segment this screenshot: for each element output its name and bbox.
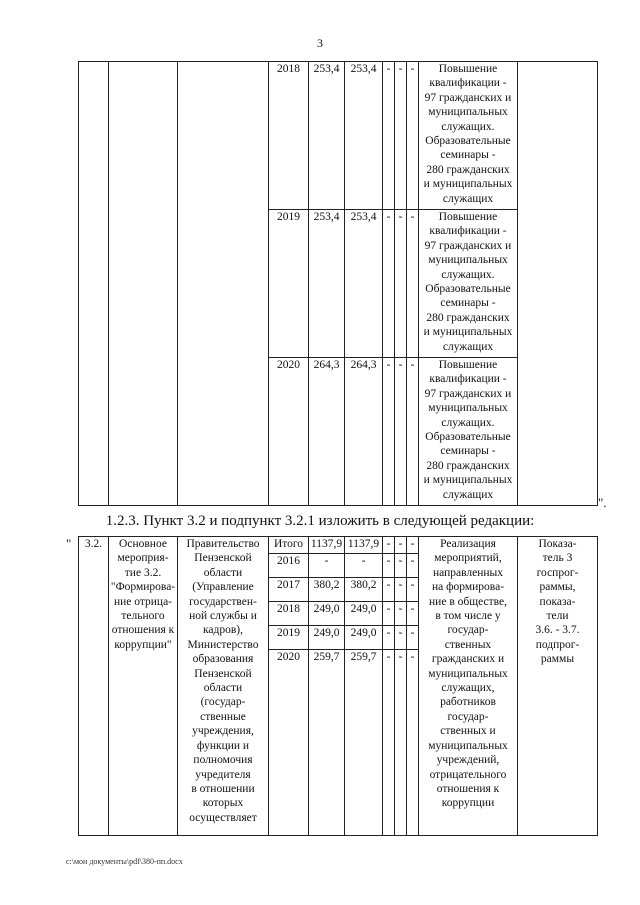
executor-cell-line: в отношении <box>191 782 255 795</box>
result-cell-line: отношения к <box>436 782 500 795</box>
result-cell-line: семинары - <box>440 445 496 458</box>
dash-cell: - <box>407 602 419 626</box>
total-cell: 253,4 <box>309 210 345 358</box>
result-cell-line: и муниципальных <box>423 474 513 487</box>
result-cell-line: служащих. <box>441 120 495 133</box>
budget-cell: 253,4 <box>345 210 383 358</box>
closing-quote-mark: ". <box>598 495 607 510</box>
dash-cell: - <box>395 62 407 210</box>
name-cell-line: мероприя- <box>117 552 169 565</box>
year-cell: 2018 <box>269 62 309 210</box>
result-cell-line: мероприятий, <box>434 552 502 565</box>
dash-cell: - <box>407 578 419 602</box>
executor-cell-line: государствен- <box>189 595 257 608</box>
indicator-cell-line: Показа- <box>538 538 577 550</box>
indicator-cell-line: показа- <box>539 595 576 608</box>
executor-cell-line: Пензенской <box>194 667 252 680</box>
result-cell-line: учреждений, <box>436 754 500 767</box>
dash-cell: - <box>383 578 395 602</box>
result-cell-line: на формирова- <box>431 581 505 594</box>
executor-cell-line: осуществляет <box>189 811 257 824</box>
total-cell: - <box>309 554 345 578</box>
result-cell-line: направленных <box>432 566 504 579</box>
executor-cell-line: Пензенской <box>194 552 252 565</box>
indicator-cell-line: раммы, <box>539 581 576 594</box>
result-cell-line: муниципальных <box>428 739 508 752</box>
result-cell-line: муниципальных <box>428 402 508 415</box>
executor-cell-line: которых <box>202 797 244 810</box>
executor-cell-line: области <box>203 682 243 695</box>
result-cell-line: ственных и <box>440 725 496 738</box>
executor-cell-line: Правительство <box>186 538 260 550</box>
budget-cell: 249,0 <box>345 626 383 650</box>
dash-cell: - <box>383 62 395 210</box>
total-cell: 264,3 <box>309 358 345 506</box>
result-cell-line: служащих. <box>441 268 495 281</box>
indicator-cell-line: раммы <box>540 653 575 666</box>
executor-cell-line: Министерство <box>187 638 259 651</box>
num-cell <box>79 62 109 506</box>
total-cell: 249,0 <box>309 602 345 626</box>
dash-cell: - <box>395 537 407 554</box>
result-cell-line: квалификации - <box>429 225 507 238</box>
result-cell-line: 97 гражданских и <box>424 239 512 252</box>
result-cell-line: 280 гражданских <box>426 163 510 176</box>
dash-cell: - <box>383 626 395 650</box>
name-cell-line: тельного <box>121 610 165 623</box>
dash-cell: - <box>383 358 395 506</box>
executor-cell-line: полномочия <box>193 754 253 767</box>
budget-cell: 249,0 <box>345 602 383 626</box>
budget-cell: 264,3 <box>345 358 383 506</box>
result-cell-line: служащих. <box>441 416 495 429</box>
result-cell-line: 280 гражданских <box>426 459 510 472</box>
page-number: 3 <box>317 36 323 50</box>
result-cell-line: служащих <box>442 488 494 501</box>
dash-cell: - <box>395 554 407 578</box>
result-cell-line: и муниципальных <box>423 326 513 339</box>
budget-cell: 380,2 <box>345 578 383 602</box>
result-cell-line: служащих <box>442 192 494 205</box>
result-cell-line: Повышение <box>438 359 498 371</box>
result-cell-line: муниципальных <box>428 254 508 267</box>
result-cell-line: 97 гражданских и <box>424 387 512 400</box>
result-cell-line: 280 гражданских <box>426 311 510 324</box>
year-cell: 2018 <box>269 602 309 626</box>
dash-cell: - <box>395 650 407 836</box>
total-cell: 253,4 <box>309 62 345 210</box>
executor-cell-line: (Управление <box>192 581 254 594</box>
result-cell-line: Образовательные <box>425 283 511 296</box>
year-cell: Итого <box>269 537 309 554</box>
num-cell: 3.2. <box>79 537 109 836</box>
result-cell-line: государ- <box>447 624 489 637</box>
result-cell-line: муниципальных <box>428 667 508 680</box>
name-cell <box>109 62 178 506</box>
executor-cell <box>178 62 269 506</box>
result-cell-line: отрицательного <box>429 768 507 781</box>
result-cell <box>419 62 518 210</box>
table-row <box>79 62 598 210</box>
executor-cell-line: учреждения, <box>192 725 254 738</box>
footer-file-path: c:\мои документы\pdf\380-пп.docx <box>66 857 183 866</box>
name-cell-line: коррупции" <box>114 638 172 651</box>
result-cell-line: ние в обществе, <box>429 595 507 608</box>
executor-cell-line: области <box>203 566 243 579</box>
event-table <box>78 536 598 836</box>
indicator-cell <box>518 62 598 506</box>
indicator-cell-line: тели <box>546 610 569 623</box>
year-cell: 2020 <box>269 650 309 836</box>
dash-cell: - <box>407 210 419 358</box>
dash-cell: - <box>383 537 395 554</box>
indicator-cell-line: 3.6. - 3.7. <box>535 624 580 637</box>
budget-cell: 259,7 <box>345 650 383 836</box>
dash-cell: - <box>407 650 419 836</box>
dash-cell: - <box>383 650 395 836</box>
indicator-cell <box>518 537 598 836</box>
executor-cell-line: ной службы и <box>189 610 257 623</box>
indicator-cell-line: тель 3 <box>542 552 573 565</box>
dash-cell: - <box>383 210 395 358</box>
result-cell-line: Реализация <box>440 538 496 550</box>
year-cell: 2019 <box>269 626 309 650</box>
name-cell-line: отношения к <box>111 624 175 637</box>
executor-cell <box>178 537 269 836</box>
executor-cell-line: учредителя <box>195 768 251 781</box>
opening-quote-mark: " <box>66 536 72 551</box>
result-cell <box>419 537 518 836</box>
name-cell-line: ние отрица- <box>113 595 173 608</box>
result-cell <box>419 210 518 358</box>
name-cell-line: Основное <box>119 538 167 550</box>
executor-cell-line: функции и <box>196 739 250 752</box>
table-row <box>79 537 598 554</box>
result-cell-line: служащих <box>442 340 494 353</box>
executor-cell-line: ственные <box>200 710 246 723</box>
dash-cell: - <box>407 554 419 578</box>
dash-cell: - <box>383 602 395 626</box>
name-cell <box>109 537 178 836</box>
result-cell-line: Образовательные <box>425 135 511 148</box>
result-cell-line: 97 гражданских и <box>424 91 512 104</box>
result-cell-line: семинары - <box>440 297 496 310</box>
year-cell: 2016 <box>269 554 309 578</box>
indicator-cell-line: подпрог- <box>535 638 580 651</box>
result-cell-line: муниципальных <box>428 106 508 119</box>
executor-cell-line: кадров), <box>202 624 243 637</box>
result-cell-line: работников <box>440 696 496 709</box>
budget-cell: 1137,9 <box>345 537 383 554</box>
result-cell-line: Образовательные <box>425 431 511 444</box>
result-cell-line: коррупции <box>441 797 495 810</box>
dash-cell: - <box>395 626 407 650</box>
result-cell-line: квалификации - <box>429 77 507 90</box>
name-cell-line: тие 3.2. <box>124 566 162 579</box>
result-cell-line: государ- <box>447 710 489 723</box>
dash-cell: - <box>395 578 407 602</box>
result-cell-line: в том числе у <box>435 610 501 623</box>
dash-cell: - <box>383 554 395 578</box>
section-heading: 1.2.3. Пункт 3.2 и подпункт 3.2.1 изложить в следующей редакции: <box>105 513 535 529</box>
year-cell: 2020 <box>269 358 309 506</box>
result-cell-line: Повышение <box>438 211 498 223</box>
total-cell: 249,0 <box>309 626 345 650</box>
dash-cell: - <box>407 62 419 210</box>
result-cell-line: гражданских и <box>431 653 505 666</box>
result-cell-line: ственных <box>444 638 492 651</box>
continuation-table <box>78 61 598 506</box>
result-cell-line: и муниципальных <box>423 178 513 191</box>
name-cell-line: "Формирова- <box>110 581 176 594</box>
result-cell-line: квалификации - <box>429 373 507 386</box>
total-cell: 259,7 <box>309 650 345 836</box>
result-cell-line: семинары - <box>440 149 496 162</box>
year-cell: 2019 <box>269 210 309 358</box>
budget-cell: 253,4 <box>345 62 383 210</box>
dash-cell: - <box>407 358 419 506</box>
result-cell-line: служащих, <box>441 682 495 695</box>
budget-cell: - <box>345 554 383 578</box>
year-cell: 2017 <box>269 578 309 602</box>
executor-cell-line: (государ- <box>200 696 246 709</box>
dash-cell: - <box>407 537 419 554</box>
dash-cell: - <box>395 358 407 506</box>
total-cell: 1137,9 <box>309 537 345 554</box>
dash-cell: - <box>395 210 407 358</box>
total-cell: 380,2 <box>309 578 345 602</box>
dash-cell: - <box>395 602 407 626</box>
result-cell <box>419 358 518 506</box>
executor-cell-line: образования <box>192 653 254 666</box>
indicator-cell-line: госпрог- <box>536 566 579 579</box>
dash-cell: - <box>407 626 419 650</box>
result-cell-line: Повышение <box>438 63 498 75</box>
